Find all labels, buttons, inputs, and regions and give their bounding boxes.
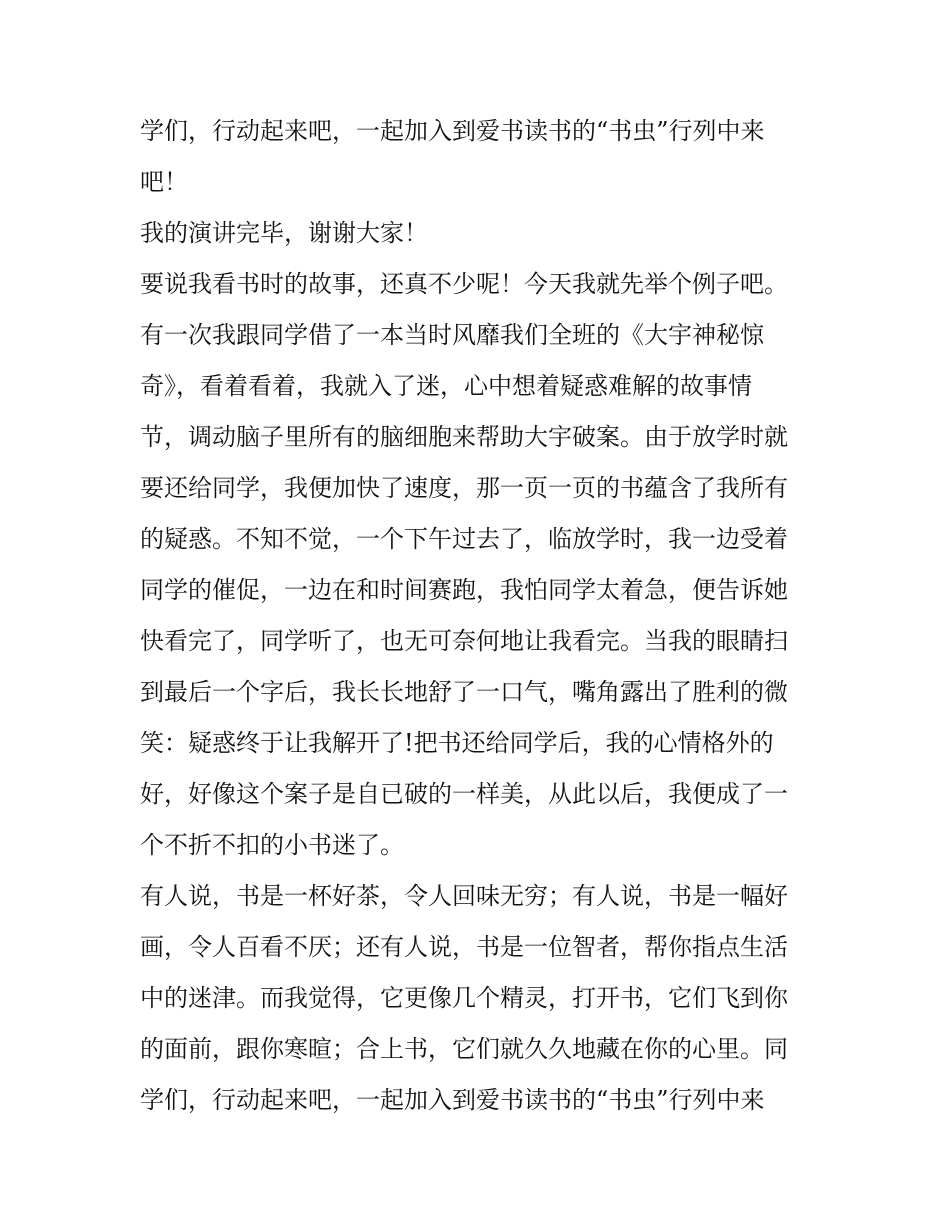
text-line: 快看完了，同学听了，也无可奈何地让我看完。当我的眼睛扫 (140, 627, 788, 655)
text-line: 中的迷津。而我觉得，它更像几个精灵，打开书，它们飞到你 (140, 984, 788, 1012)
text-line: 吧！ (140, 168, 188, 196)
text-line: 有一次我跟同学借了一本当时风靡我们全班的《大宇神秘惊 (140, 321, 764, 349)
text-line: 学们，行动起来吧，一起加入到爱书读书的“书虫”行列中来 (140, 1086, 765, 1114)
text-line: 学们，行动起来吧，一起加入到爱书读书的“书虫”行列中来 (140, 117, 765, 145)
text-line: 节，调动脑子里所有的脑细胞来帮助大宇破案。由于放学时就 (140, 423, 788, 451)
text-line: 奇》，看着看着，我就入了迷，心中想着疑惑难解的故事情 (140, 372, 752, 400)
text-line: 笑：疑惑终于让我解开了!把书还给同学后，我的心情格外的 (140, 729, 774, 757)
text-line: 好，好像这个案子是自已破的一样美，从此以后，我便成了一 (140, 780, 788, 808)
text-line: 同学的催促，一边在和时间赛跑，我怕同学太着急，便告诉她 (140, 576, 788, 604)
text-line: 到最后一个字后，我长长地舒了一口气，嘴角露出了胜利的微 (140, 678, 788, 706)
document-body (140, 106, 820, 1126)
text-line: 要还给同学，我便加快了速度，那一页一页的书蕴含了我所有 (140, 474, 788, 502)
text-line: 的疑惑。不知不觉，一个下午过去了，临放学时，我一边受着 (140, 525, 788, 553)
text-line: 个不折不扣的小书迷了。 (140, 831, 404, 859)
text-line: 要说我看书时的故事，还真不少呢！今天我就先举个例子吧。 (140, 270, 788, 298)
text-line: 的面前，跟你寒暄；合上书，它们就久久地藏在你的心里。同 (140, 1035, 788, 1063)
text-line: 有人说，书是一杯好茶，令人回味无穷；有人说，书是一幅好 (140, 882, 788, 910)
text-line: 画，令人百看不厌；还有人说，书是一位智者，帮你指点生活 (140, 933, 788, 961)
text-line: 我的演讲完毕，谢谢大家！ (140, 219, 428, 247)
